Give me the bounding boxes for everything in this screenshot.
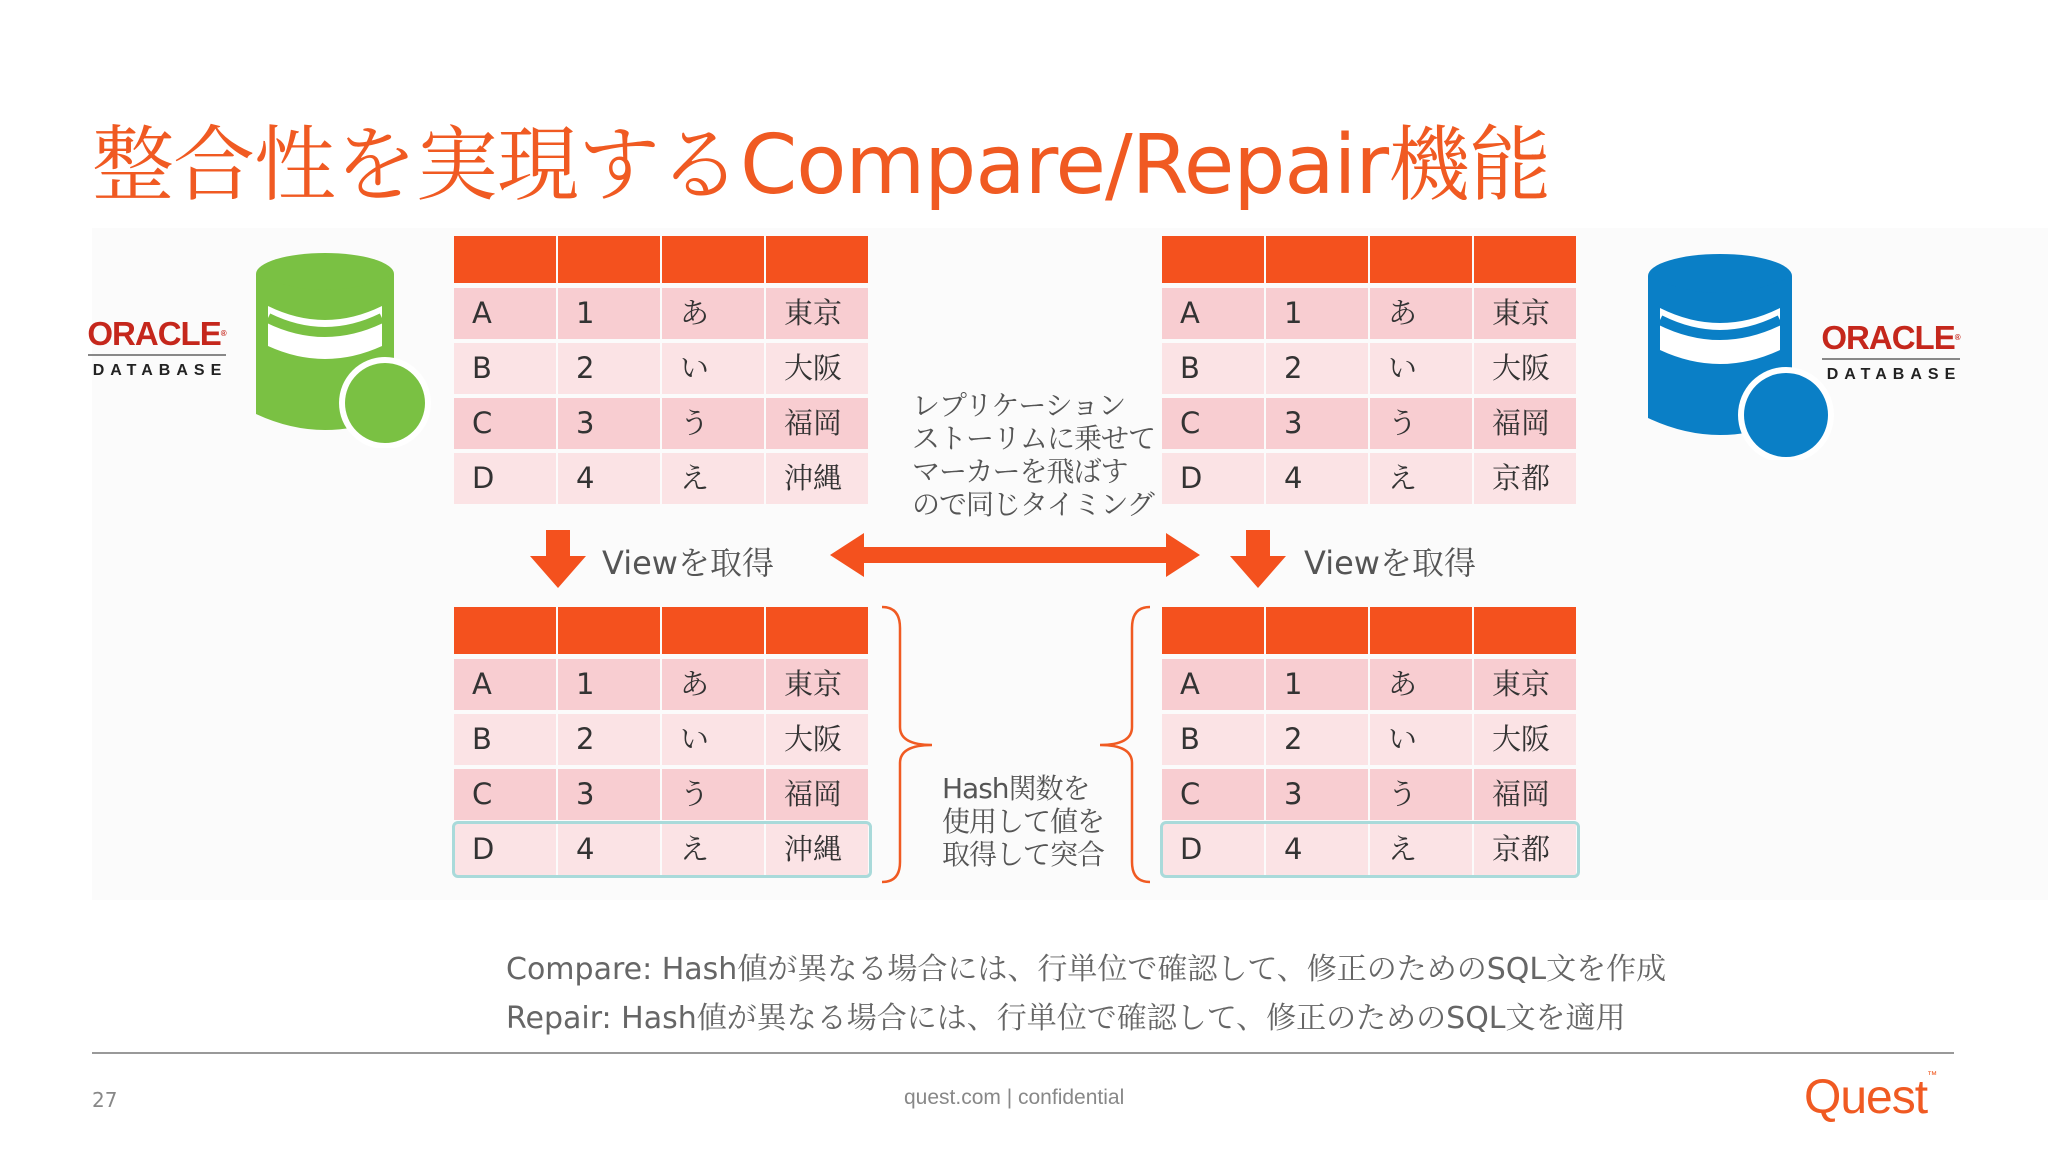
table-row: C 3 う 福岡 [1162, 398, 1578, 453]
footer-confidential: quest.com | confidential [904, 1086, 1125, 1109]
oracle-subtitle: DATABASE [1826, 366, 1962, 383]
oracle-logo-left: ORACLE® DATABASE [84, 316, 230, 380]
table-row: C 3 う 福岡 [454, 769, 870, 824]
table-row: D 4 え 京都 [1162, 453, 1578, 508]
oracle-logo-right: ORACLE® DATABASE [1818, 320, 1964, 384]
table-row: A 1 あ 東京 [1162, 288, 1578, 343]
table-row: C 3 う 福岡 [454, 398, 870, 453]
repair-description: Repair: Hash値が異なる場合には、行単位で確認して、修正のためのSQL文を適用 [506, 1001, 1626, 1036]
slide-title: 整合性を実現するCompare/Repair機能 [92, 118, 1551, 213]
table-row: B 2 い 大阪 [454, 343, 870, 398]
oracle-wordmark: ORACLE [87, 315, 221, 352]
table-row: C 3 う 福岡 [1162, 769, 1578, 824]
mismatch-row: D 4 え 京都 [1162, 824, 1578, 879]
compare-description: Compare: Hash値が異なる場合には、行単位で確認して、修正のためのSQL文を作成 [506, 952, 1667, 987]
table-row: D 4 え 沖縄 [454, 453, 870, 508]
double-arrow-icon [830, 533, 1200, 577]
table-row: A 1 あ 東京 [454, 659, 870, 714]
table-row: B 2 い 大阪 [454, 714, 870, 769]
replication-note: レプリケーション ストーリムに乗せて マーカーを飛ばす ので同じタイミング [912, 389, 1156, 521]
table-row: A 1 あ 東京 [454, 288, 870, 343]
table-row: A 1 あ 東京 [1162, 659, 1578, 714]
quest-logo: Quest™ [1804, 1070, 1937, 1124]
down-arrow-icon [530, 530, 586, 588]
down-arrow-icon [1230, 530, 1286, 588]
table-row: B 2 い 大阪 [1162, 714, 1578, 769]
page-number: 27 [92, 1088, 118, 1112]
hash-note: Hash関数を 使用して値を 取得して突合 [942, 772, 1105, 871]
table-row: B 2 い 大阪 [1162, 343, 1578, 398]
oracle-wordmark: ORACLE [1821, 319, 1955, 356]
footer-divider [92, 1052, 1954, 1054]
oracle-subtitle: DATABASE [92, 362, 228, 379]
view-label-left: Viewを取得 [602, 544, 774, 582]
mismatch-row: D 4 え 沖縄 [454, 824, 870, 879]
brace-left-icon [1100, 607, 1150, 882]
brace-right-icon [882, 607, 932, 882]
view-label-right: Viewを取得 [1304, 544, 1476, 582]
